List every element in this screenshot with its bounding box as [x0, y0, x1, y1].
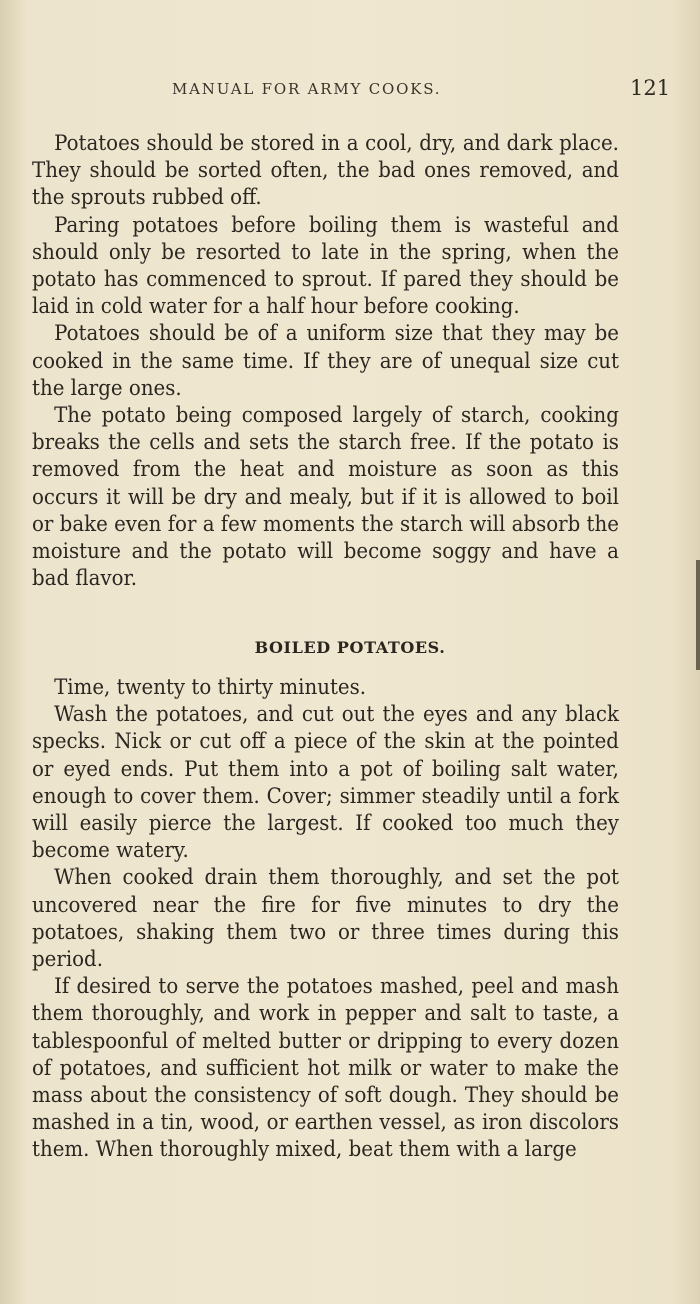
page-number: 121 — [630, 76, 671, 100]
paragraph: Potatoes should be stored in a cool, dry, and dark place. They should be sorted often, the bad ones removed, and the sprouts rubbed off. — [32, 131, 619, 211]
paragraph: Time, twenty to thirty minutes. — [54, 675, 367, 700]
paragraph: Paring potatoes before boiling them is wasteful and should only be resorted to late in the spring, when the potato has commenced to sprout. If pared they should be laid in cold water for a half hour before cooking. — [32, 212, 619, 320]
section-heading: BOILED POTATOES. — [254, 638, 446, 657]
text-block-boiled-potatoes — [32, 674, 619, 1164]
page-header — [0, 76, 700, 110]
paragraph: Potatoes should be of a uniform size that they may be cooked in the same time. If they are of unequal size cut the large ones. — [32, 321, 619, 401]
paragraph: If desired to serve the potatoes mashed, peel and mash them thoroughly, and work in pepper and salt to taste, a tablespoonful of melted butter or dripping to every dozen of potatoes, and sufficient hot milk or water to make the mass about the consistency of soft dough. They should be mashed in a tin, wood, or earthen vessel, as iron discolors them. When thoroughly mixed, beat them with a large — [32, 974, 619, 1163]
paragraph: Wash the potatoes, and cut out the eyes and any black specks. Nick or cut off a piece of the skin at the pointed or eyed ends. Put them into a pot of boiling salt water, enough to cover them. Cover; simmer steadily until a fork will easily pierce the largest. If cooked too much they become watery. — [32, 702, 619, 864]
paragraph: When cooked drain them thoroughly, and set the pot uncovered near the fire for five minutes to dry the potatoes, shaking them two or three times during this period. — [32, 865, 619, 973]
running-title: MANUAL FOR ARMY COOKS. — [172, 80, 442, 98]
paragraph: The potato being composed largely of starch, cooking breaks the cells and sets the starch free. If the potato is removed from the heat and moisture as soon as this occurs it will be dry and mealy, but if it is allowed to boil or bake even for a few moments the starch will absorb the moisture and the potato will become soggy and have a bad flavor. — [32, 403, 619, 592]
text-block-storage — [32, 130, 619, 592]
